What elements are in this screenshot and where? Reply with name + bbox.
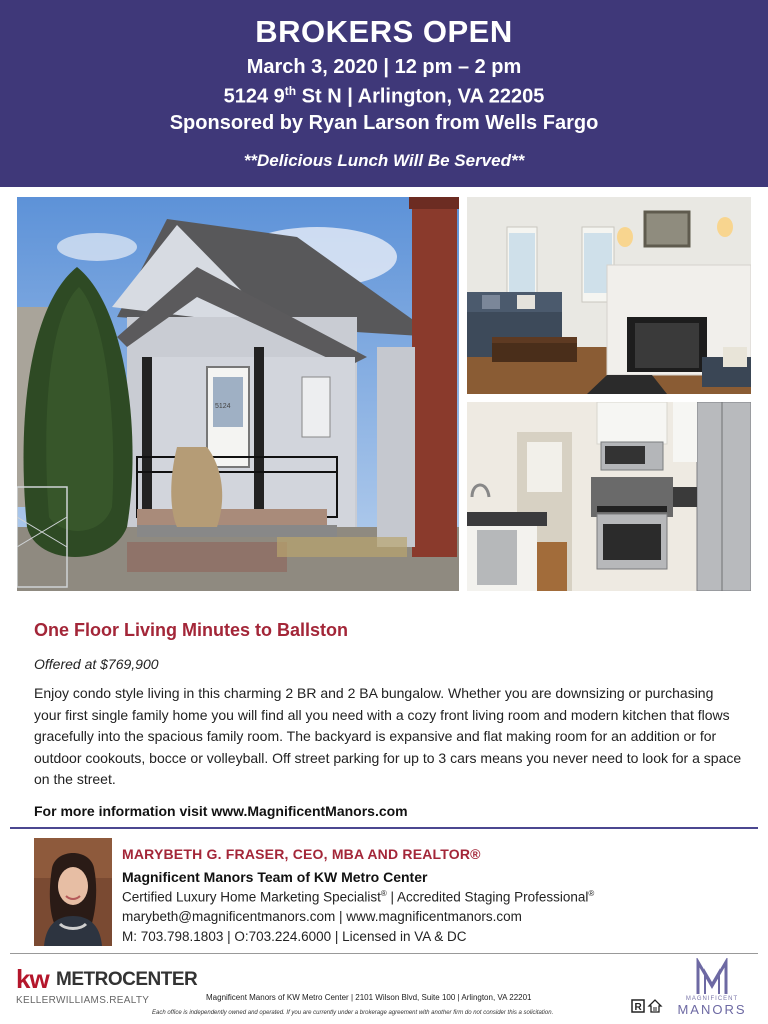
agent-team: Magnificent Manors Team of KW Metro Center (122, 869, 428, 885)
mm-monogram-icon (672, 958, 752, 998)
header-banner (0, 0, 768, 187)
listing-price: Offered at $769,900 (34, 656, 159, 672)
agent-certifications (122, 889, 594, 905)
cert-reg-mark-2: ® (588, 889, 595, 898)
svg-text:R: R (634, 1002, 642, 1013)
listing-description: Enjoy condo style living in this charming 2 BR and 2 BA bungalow. Whether you are downsizing or purchasing your first single family home you will find all you need with a cozy front living room and modern kitchen that flows gracefully into the spacious family room. The backyard is expansive and flat making room for an addition or for outdoor cookouts, bocce or volleyball. Off street parking for up to 3 cars means you never need to look for a space on the street. (34, 685, 742, 787)
lunch-note: **Delicious Lunch Will Be Served** (243, 151, 525, 170)
event-title: BROKERS OPEN (255, 14, 513, 49)
property-address (0, 84, 768, 109)
realtor-equal-housing-icons (631, 999, 667, 1013)
living-room-photo (467, 197, 751, 394)
mm-logo-tagline: MAGNIFICENT (685, 996, 739, 1002)
kitchen-photo (467, 402, 751, 591)
kw-logo-metrocenter: METROCENTER (56, 969, 198, 990)
agent-headshot (34, 838, 112, 946)
cert-reg-mark: ® (380, 889, 387, 898)
kw-logo-subtitle: KELLERWILLIAMS.REALTY (16, 995, 150, 1006)
kw-metro-center-logo (16, 964, 206, 1010)
house-number-text: 5124 (215, 403, 231, 410)
more-info-link[interactable]: For more information visit www.MagnificentManors.com (34, 803, 408, 819)
mm-logo-wordmark: MANORS (677, 1002, 747, 1017)
address-street: St N | Arlington, VA 22205 (296, 85, 545, 108)
cert-luxury: Certified Luxury Home Marketing Specialist (122, 889, 381, 905)
footer-disclaimer: Each office is independently owned and operated. If you are currently under a brokerage agreement with another firm do not consider this a solicitation. (152, 1010, 554, 1016)
address-suffix: th (284, 84, 297, 98)
cert-staging: | Accredited Staging Professional (386, 889, 589, 905)
sponsor-line: Sponsored by Ryan Larson from Wells Fargo (169, 112, 599, 134)
footer-office-address: Magnificent Manors of KW Metro Center | 2101 Wilson Blvd, Suite 100 | Arlington, VA 22201 (206, 993, 532, 1002)
listing-headline: One Floor Living Minutes to Ballston (34, 620, 348, 640)
footer-divider (10, 953, 758, 954)
kw-logo-mark: kw (16, 964, 49, 994)
agent-name: MARYBETH G. FRASER, CEO, MBA AND REALTOR® (122, 846, 481, 862)
agent-phones: M: 703.798.1803 | O:703.224.6000 | Licensed in VA & DC (122, 929, 467, 944)
address-number: 5124 9 (223, 85, 285, 108)
event-date-time: March 3, 2020 | 12 pm – 2 pm (246, 56, 522, 78)
agent-contact-email-web[interactable]: marybeth@magnificentmanors.com | www.magnificentmanors.com (122, 909, 522, 924)
section-divider (10, 827, 758, 829)
house-exterior-photo (17, 197, 459, 591)
